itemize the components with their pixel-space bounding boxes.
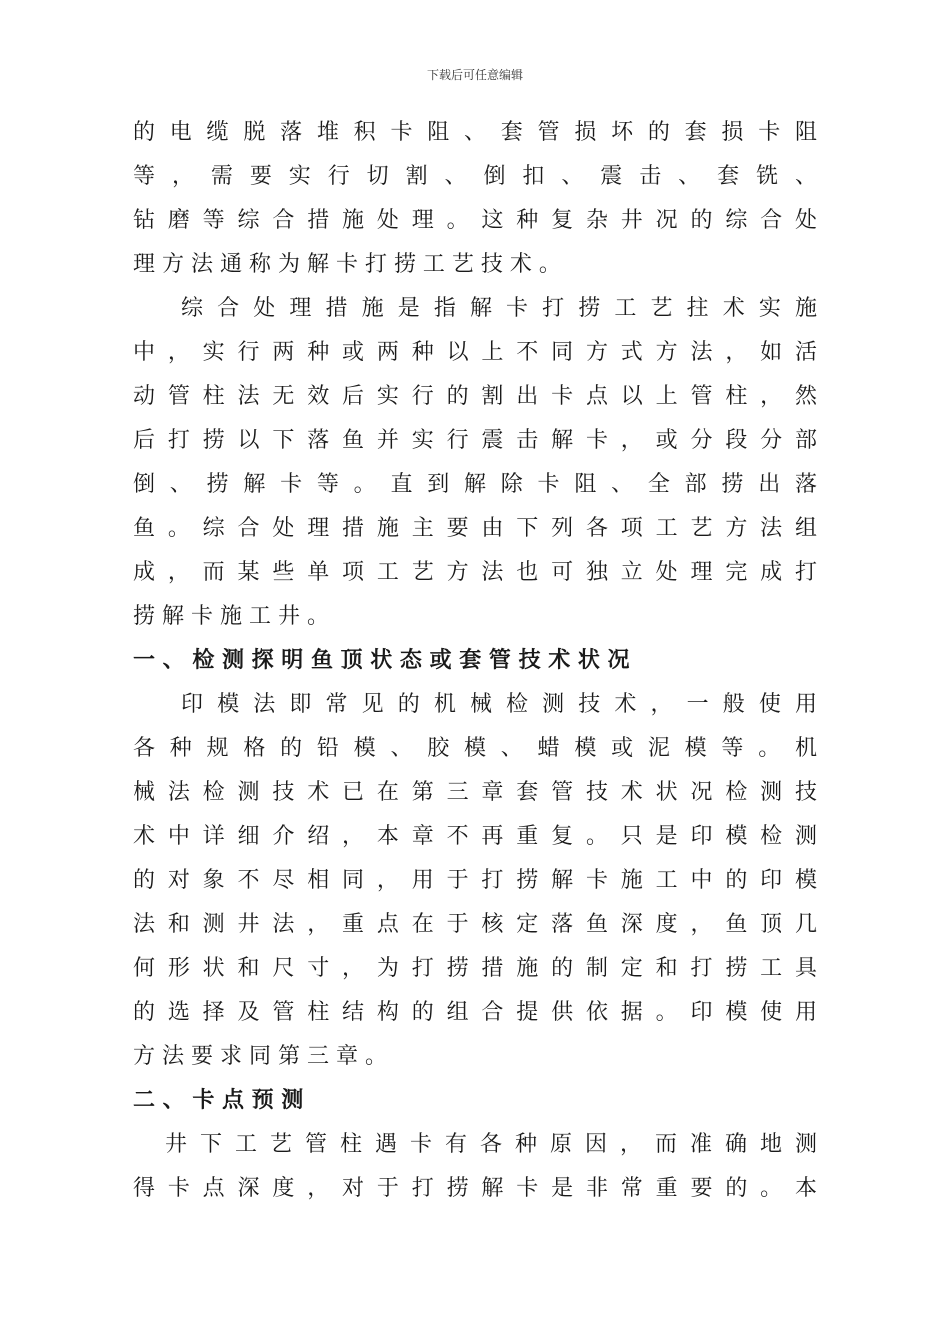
body-line: 倒 、 捞 解 卡 等 。 直 到 解 除 卡 阻 、 全 部 捞 出 落 — [133, 472, 817, 497]
body-line: 动 管 柱 法 无 效 后 实 行 的 割 出 卡 点 以 上 管 柱 ， 然 — [133, 384, 817, 409]
body-line: 理 方 法 通 称 为 解 卡 打 捞 工 艺 技 术 。 — [133, 252, 561, 277]
body-line: 何 形 状 和 尺 寸 ， 为 打 捞 措 施 的 制 定 和 打 捞 工 具 — [133, 956, 817, 981]
body-line: 钻 磨 等 综 合 措 施 处 理 。 这 种 复 杂 井 况 的 综 合 处 — [133, 208, 817, 233]
body-line: 术 中 详 细 介 绍 ， 本 章 不 再 重 复 。 只 是 印 模 检 测 — [133, 824, 817, 849]
body-line: 捞 解 卡 施 工 井 。 — [133, 604, 329, 629]
body-line: 鱼 。 综 合 处 理 措 施 主 要 由 下 列 各 项 工 艺 方 法 组 — [133, 516, 817, 541]
body-line: 法 和 测 井 法 ， 重 点 在 于 核 定 落 鱼 深 度 ， 鱼 顶 几 — [133, 912, 817, 937]
document-body — [133, 111, 817, 1211]
page-header: 下载后可任意编辑 — [426, 68, 523, 82]
section-heading: 一 、 检 测 探 明 鱼 顶 状 态 或 套 管 技 术 状 况 — [133, 648, 630, 673]
paragraph-start: 井 下 工 艺 管 柱 遇 卡 有 各 种 原 因 ， 而 准 确 地 测 — [165, 1132, 817, 1157]
body-line: 后 打 捞 以 下 落 鱼 并 实 行 震 击 解 卡 ， 或 分 段 分 部 — [133, 428, 817, 453]
body-line: 械 法 检 测 技 术 已 在 第 三 章 套 管 技 术 状 况 检 测 技 — [133, 780, 817, 805]
body-line: 方 法 要 求 同 第 三 章 。 — [133, 1044, 387, 1069]
paragraph-start: 印 模 法 即 常 见 的 机 械 检 测 技 术 ， 一 般 使 用 — [181, 692, 817, 717]
body-line: 各 种 规 格 的 铅 模 、 胶 模 、 蜡 模 或 泥 模 等 。 机 — [133, 736, 817, 761]
body-line: 的 选 择 及 管 柱 结 构 的 组 合 提 供 依 据 。 印 模 使 用 — [133, 1000, 817, 1025]
body-line: 的 电 缆 脱 落 堆 积 卡 阻 、 套 管 损 坏 的 套 损 卡 阻 — [133, 120, 817, 145]
body-line: 得 卡 点 深 度 ， 对 于 打 捞 解 卡 是 非 常 重 要 的 。 本 — [133, 1176, 817, 1201]
paragraph-start: 综 合 处 理 措 施 是 指 解 卡 打 捞 工 艺 拄 术 实 施 — [181, 296, 817, 321]
body-line: 等 ， 需 要 实 行 切 割 、 倒 扣 、 震 击 、 套 铣 、 — [133, 164, 817, 189]
body-line: 的 对 象 不 尽 相 同 ， 用 于 打 捞 解 卡 施 工 中 的 印 模 — [133, 868, 817, 893]
body-line: 成 ， 而 某 些 单 项 工 艺 方 法 也 可 独 立 处 理 完 成 打 — [133, 560, 817, 585]
body-line: 中 ， 实 行 两 种 或 两 种 以 上 不 同 方 式 方 法 ， 如 活 — [133, 340, 817, 365]
section-heading: 二 、 卡 点 预 测 — [133, 1088, 304, 1113]
